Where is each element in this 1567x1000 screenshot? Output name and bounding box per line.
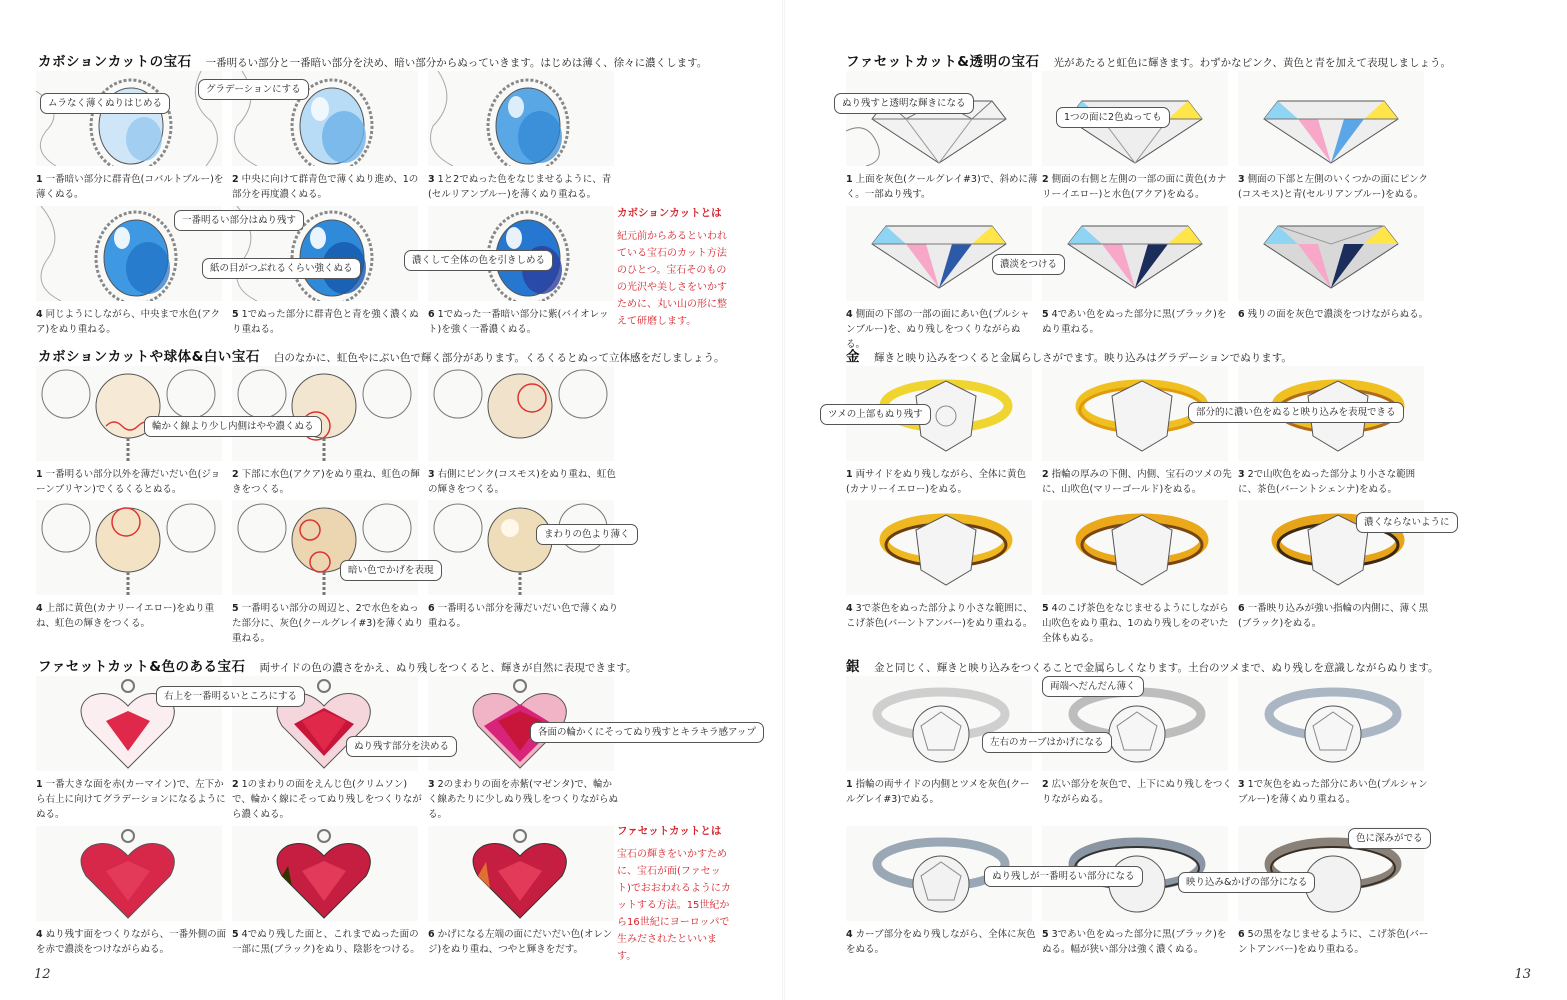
step-caption bbox=[232, 307, 424, 337]
step-number: 1 bbox=[36, 779, 43, 790]
step-illustration bbox=[36, 71, 222, 166]
note-title: ファセットカットとは bbox=[617, 825, 722, 837]
section-header bbox=[846, 345, 1292, 365]
step-number: 3 bbox=[428, 174, 435, 185]
step-number: 6 bbox=[1238, 309, 1245, 320]
step-number: 5 bbox=[232, 929, 239, 940]
step-text: 一番明るい部分を薄だいだい色で薄くぬり重ねる。 bbox=[428, 603, 619, 629]
callout-bubble: まわりの色より薄く bbox=[536, 524, 638, 545]
callout-bubble: 右上を一番明るいところにする bbox=[156, 686, 305, 707]
step-caption bbox=[232, 777, 424, 822]
step-text: 一番明るい部分以外を薄だいだい色(ジョーンブリヤン)でくるくるとぬる。 bbox=[36, 469, 221, 495]
section-header bbox=[38, 345, 725, 365]
step-number: 3 bbox=[428, 779, 435, 790]
step-number: 3 bbox=[1238, 174, 1245, 185]
step-caption bbox=[1042, 601, 1234, 646]
step-text: 指輪の両サイドの内側とツメを灰色(クールグレイ#3)でぬる。 bbox=[846, 779, 1030, 805]
step-text: 3であい色をぬった部分に黒(ブラック)をぬる。幅が狭い部分は強く濃くぬる。 bbox=[1042, 929, 1227, 955]
step-text: 1のまわりの面をえんじ色(クリムソン)で、輪かく線にそってぬり残しをつくりながら濃くぬる。 bbox=[232, 779, 422, 820]
step-text: かげになる左端の面にだいだい色(オレンジ)をぬり重ね、つやと輝きをだす。 bbox=[428, 929, 613, 955]
callout-bubble: 両端へだんだん薄く bbox=[1042, 676, 1144, 697]
step-illustration bbox=[232, 826, 418, 921]
step-number: 2 bbox=[1042, 174, 1049, 185]
section-intro: 白のなかに、虹色やにぶい色で輝く部分があります。くるくるとぬって立体感をだしましょう。 bbox=[273, 352, 725, 364]
step-number: 6 bbox=[428, 929, 435, 940]
step-number: 1 bbox=[846, 174, 853, 185]
section-title: カボションカットや球体&白い宝石 bbox=[38, 349, 260, 365]
step-text: 1と2でぬった色をなじませるように、青(セルリアンブルー)を薄くぬり重ねる。 bbox=[428, 174, 612, 200]
step-number: 2 bbox=[232, 779, 239, 790]
side-note bbox=[617, 823, 732, 965]
step-caption bbox=[232, 601, 424, 646]
step-number: 1 bbox=[36, 469, 43, 480]
step-text: ぬり残す面をつくりながら、一番外側の面を赤で濃淡をつけながらぬる。 bbox=[36, 929, 227, 955]
step-number: 6 bbox=[428, 309, 435, 320]
step-caption bbox=[232, 467, 424, 497]
callout-bubble: 濃くならないように bbox=[1356, 512, 1458, 533]
step-text: 指輪の厚みの下側、内側、宝石のツメの先に、山吹色(マリーゴールド)をぬる。 bbox=[1042, 469, 1232, 495]
callout-bubble: 映り込み&かげの部分になる bbox=[1178, 872, 1315, 893]
callout-bubble: ぬり残しが一番明るい部分になる bbox=[984, 866, 1143, 887]
step-text: 中央に向けて群青色で薄くぬり進め、1の部分を再度濃くぬる。 bbox=[232, 174, 419, 200]
step-text: 残りの面を灰色で濃淡をつけながらぬる。 bbox=[1247, 309, 1429, 320]
step-text: 両サイドをぬり残しながら、全体に黄色(カナリーイエロー)をぬる。 bbox=[846, 469, 1026, 495]
section-title: カボションカットの宝石 bbox=[38, 54, 192, 70]
step-caption bbox=[846, 927, 1038, 957]
step-text: 一番明るい部分の周辺と、2で水色をぬった部分に、灰色(クールグレイ#3)を薄くぬり重ねる。 bbox=[232, 603, 424, 644]
page-left bbox=[0, 0, 783, 1000]
step-illustration bbox=[428, 366, 614, 461]
step-caption bbox=[232, 172, 424, 202]
step-text: 5の黒をなじませるように、こげ茶色(バーントアンバー)をぬり重ねる。 bbox=[1238, 929, 1429, 955]
callout-bubble: 輪かく線より少し内側はやや濃くぬる bbox=[144, 416, 322, 437]
step-illustration bbox=[36, 500, 222, 595]
page-right bbox=[784, 0, 1567, 1000]
step-text: 側面の右側と左側の一部の面に黄色(カナリーイエロー)と水色(アクア)をぬる。 bbox=[1042, 174, 1227, 200]
step-text: 一番大きな面を赤(カーマイン)で、左下から右上に向けてグラデーションになるようにぬる。 bbox=[36, 779, 226, 820]
step-text: 上部に黄色(カナリーイエロー)をぬり重ね、虹色の輝きをつくる。 bbox=[36, 603, 215, 629]
step-caption bbox=[36, 927, 228, 957]
step-text: 一番暗い部分に群青色(コバルトブルー)を薄くぬる。 bbox=[36, 174, 224, 200]
callout-bubble: 1つの面に2色ぬっても bbox=[1056, 107, 1170, 128]
step-caption bbox=[232, 927, 424, 957]
step-text: 3で茶色をぬった部分より小さな範囲に、こげ茶色(バーントアンバー)をぬり重ねる。 bbox=[846, 603, 1033, 629]
step-illustration bbox=[1238, 676, 1424, 771]
step-number: 4 bbox=[846, 309, 853, 320]
note-body: 紀元前からあるといわれている宝石のカット方法のひとつ。宝石そのものの光沢や美しさをいかすために、丸い山の形に整えて研磨します。 bbox=[617, 231, 727, 327]
step-illustration bbox=[1238, 71, 1424, 166]
step-illustration bbox=[1042, 500, 1228, 595]
step-number: 2 bbox=[232, 469, 239, 480]
section-title: 銀 bbox=[846, 659, 860, 675]
step-caption bbox=[36, 307, 228, 337]
step-caption bbox=[1238, 172, 1430, 202]
step-illustration bbox=[428, 826, 614, 921]
step-number: 6 bbox=[1238, 603, 1245, 614]
section-intro: 両サイドの色の濃さをかえ、ぬり残しをつくると、輝きが自然に表現できます。 bbox=[259, 662, 637, 674]
step-caption bbox=[428, 777, 620, 822]
page-number: 12 bbox=[34, 967, 51, 982]
section-header bbox=[846, 655, 1438, 675]
section-header bbox=[846, 50, 1451, 70]
step-caption bbox=[36, 172, 228, 202]
callout-bubble: 各面の輪かくにそってぬり残すとキラキラ感アップ bbox=[530, 722, 764, 743]
step-number: 1 bbox=[846, 469, 853, 480]
step-caption bbox=[846, 467, 1038, 497]
callout-bubble: 暗い色でかげを表現 bbox=[340, 560, 442, 581]
section-intro: 光があたると虹色に輝きます。わずかなピンク、黄色と青を加えて表現しましょう。 bbox=[1053, 57, 1451, 69]
step-caption bbox=[36, 601, 228, 631]
step-caption bbox=[36, 467, 228, 497]
step-text: 右側にピンク(コスモス)をぬり重ね、虹色の輝きをつくる。 bbox=[428, 469, 616, 495]
step-number: 3 bbox=[1238, 469, 1245, 480]
step-illustration bbox=[846, 71, 1032, 166]
step-illustration bbox=[36, 366, 222, 461]
step-number: 3 bbox=[428, 469, 435, 480]
step-number: 1 bbox=[36, 174, 43, 185]
step-caption bbox=[36, 777, 228, 822]
callout-bubble: 部分的に濃い色をぬると映り込みを表現できる bbox=[1188, 402, 1404, 423]
step-caption bbox=[1238, 307, 1430, 322]
step-illustration bbox=[1042, 206, 1228, 301]
step-caption bbox=[846, 777, 1038, 807]
step-text: 上面を灰色(クールグレイ#3)で、斜めに薄く。一部ぬり残す。 bbox=[846, 174, 1038, 200]
step-caption bbox=[1042, 927, 1234, 957]
step-number: 3 bbox=[1238, 779, 1245, 790]
section-title: ファセットカット&透明の宝石 bbox=[846, 54, 1040, 70]
step-caption bbox=[428, 467, 620, 497]
step-number: 5 bbox=[1042, 603, 1049, 614]
step-caption bbox=[846, 601, 1038, 631]
step-illustration bbox=[1238, 206, 1424, 301]
callout-bubble: 色に深みがでる bbox=[1348, 828, 1431, 849]
step-text: 2のまわりの面を赤紫(マゼンタ)で、輪かく線あたりに少しぬり残しをつくりながらぬる。 bbox=[428, 779, 619, 820]
callout-bubble: ぬり残すと透明な輝きになる bbox=[834, 93, 974, 114]
note-title: カボションカットとは bbox=[617, 207, 722, 219]
step-caption bbox=[846, 172, 1038, 202]
callout-bubble: 濃くして全体の色を引きしめる bbox=[404, 250, 553, 271]
step-number: 2 bbox=[1042, 779, 1049, 790]
step-text: カーブ部分をぬり残しながら、全体に灰色をぬる。 bbox=[846, 929, 1036, 955]
step-number: 4 bbox=[36, 603, 43, 614]
step-caption bbox=[1042, 467, 1234, 497]
step-number: 4 bbox=[36, 929, 43, 940]
step-text: 下部に水色(アクア)をぬり重ね、虹色の輝きをつくる。 bbox=[232, 469, 420, 495]
step-text: 側面の下部と左側のいくつかの面にピンク(コスモス)と青(セルリアンブルー)をぬる。 bbox=[1238, 174, 1428, 200]
step-number: 6 bbox=[1238, 929, 1245, 940]
callout-bubble: ムラなく薄くぬりはじめる bbox=[40, 93, 170, 114]
step-illustration bbox=[846, 500, 1032, 595]
section-title: ファセットカット&色のある宝石 bbox=[38, 659, 246, 675]
step-caption bbox=[1042, 172, 1234, 202]
step-number: 4 bbox=[36, 309, 43, 320]
step-number: 6 bbox=[428, 603, 435, 614]
step-illustration bbox=[428, 500, 614, 595]
section-title: 金 bbox=[846, 349, 860, 365]
step-number: 5 bbox=[1042, 309, 1049, 320]
step-caption bbox=[1042, 777, 1234, 807]
step-number: 5 bbox=[232, 603, 239, 614]
step-number: 2 bbox=[1042, 469, 1049, 480]
step-number: 5 bbox=[232, 309, 239, 320]
step-illustration bbox=[232, 366, 418, 461]
section-header bbox=[38, 655, 637, 675]
callout-bubble: 紙の目がつぶれるくらい強くぬる bbox=[202, 258, 361, 279]
page-number: 13 bbox=[1514, 967, 1531, 982]
callout-bubble: 左右のカーブはかげになる bbox=[982, 732, 1112, 753]
step-text: 4のこげ茶色をなじませるようにしながら山吹色をぬり重ね、1のぬり残しをのぞいた全体もぬる。 bbox=[1042, 603, 1229, 644]
callout-bubble: ぬり残す部分を決める bbox=[346, 736, 457, 757]
step-text: 4であい色をぬった部分に黒(ブラック)をぬり重ねる。 bbox=[1042, 309, 1227, 335]
step-text: 同じようにしながら、中央まで水色(アクア)をぬり重ねる。 bbox=[36, 309, 221, 335]
section-intro: 輝きと映り込みをつくると金属らしさがでます。映り込みはグラデーションでぬります。 bbox=[874, 352, 1292, 364]
step-text: 1でぬった部分に群青色と青を強く濃くぬり重ねる。 bbox=[232, 309, 419, 335]
section-header bbox=[38, 50, 707, 70]
step-number: 5 bbox=[1042, 929, 1049, 940]
step-caption bbox=[1238, 927, 1430, 957]
step-caption bbox=[1238, 467, 1430, 497]
callout-bubble: ツメの上部もぬり残す bbox=[820, 404, 931, 425]
step-illustration bbox=[428, 71, 614, 166]
note-body: 宝石の輝きをいかすために、宝石が面(ファセット)でおおわれるようにカットする方法。15世紀から16世紀にヨーロッパで生みだされたといいます。 bbox=[617, 849, 731, 962]
callout-bubble: グラデーションにする bbox=[198, 79, 309, 100]
step-caption bbox=[1238, 777, 1430, 807]
section-intro: 金と同じく、輝きと映り込みをつくることで金属らしくなります。土台のツメまで、ぬり残しを意識しながらぬります。 bbox=[874, 662, 1439, 674]
step-caption bbox=[428, 307, 620, 337]
step-number: 4 bbox=[846, 929, 853, 940]
step-text: 1で灰色をぬった部分にあい色(プルシャンブルー)を薄くぬり重ねる。 bbox=[1238, 779, 1428, 805]
step-illustration bbox=[36, 826, 222, 921]
callout-bubble: 一番明るい部分はぬり残す bbox=[174, 210, 304, 231]
step-caption bbox=[428, 601, 620, 631]
step-number: 4 bbox=[846, 603, 853, 614]
step-illustration bbox=[846, 676, 1032, 771]
step-number: 1 bbox=[846, 779, 853, 790]
step-number: 2 bbox=[232, 174, 239, 185]
step-text: 広い部分を灰色で、上下にぬり残しをつくりながらぬる。 bbox=[1042, 779, 1232, 805]
side-note bbox=[617, 205, 732, 330]
step-caption bbox=[428, 927, 620, 957]
step-text: 4でぬり残した面と、これまでぬった面の一部に黒(ブラック)をぬり、陰影をつける。 bbox=[232, 929, 420, 955]
step-caption bbox=[428, 172, 620, 202]
step-text: 2で山吹色をぬった部分より小さな範囲に、茶色(バーントシェンナ)をぬる。 bbox=[1238, 469, 1416, 495]
step-caption bbox=[1042, 307, 1234, 337]
step-text: 一番映り込みが強い指輪の内側に、薄く黒(ブラック)をぬる。 bbox=[1238, 603, 1429, 629]
step-caption bbox=[1238, 601, 1430, 631]
callout-bubble: 濃淡をつける bbox=[992, 254, 1065, 275]
section-intro: 一番明るい部分と一番暗い部分を決め、暗い部分からぬっていきます。はじめは薄く、徐々に濃くします。 bbox=[205, 57, 708, 69]
step-text: 1でぬった一番暗い部分に紫(バイオレット)を強く一番濃くぬる。 bbox=[428, 309, 609, 335]
step-text: 側面の下部の一部の面にあい色(プルシャンブルー)を、ぬり残しをつくりながらぬる。 bbox=[846, 309, 1030, 350]
